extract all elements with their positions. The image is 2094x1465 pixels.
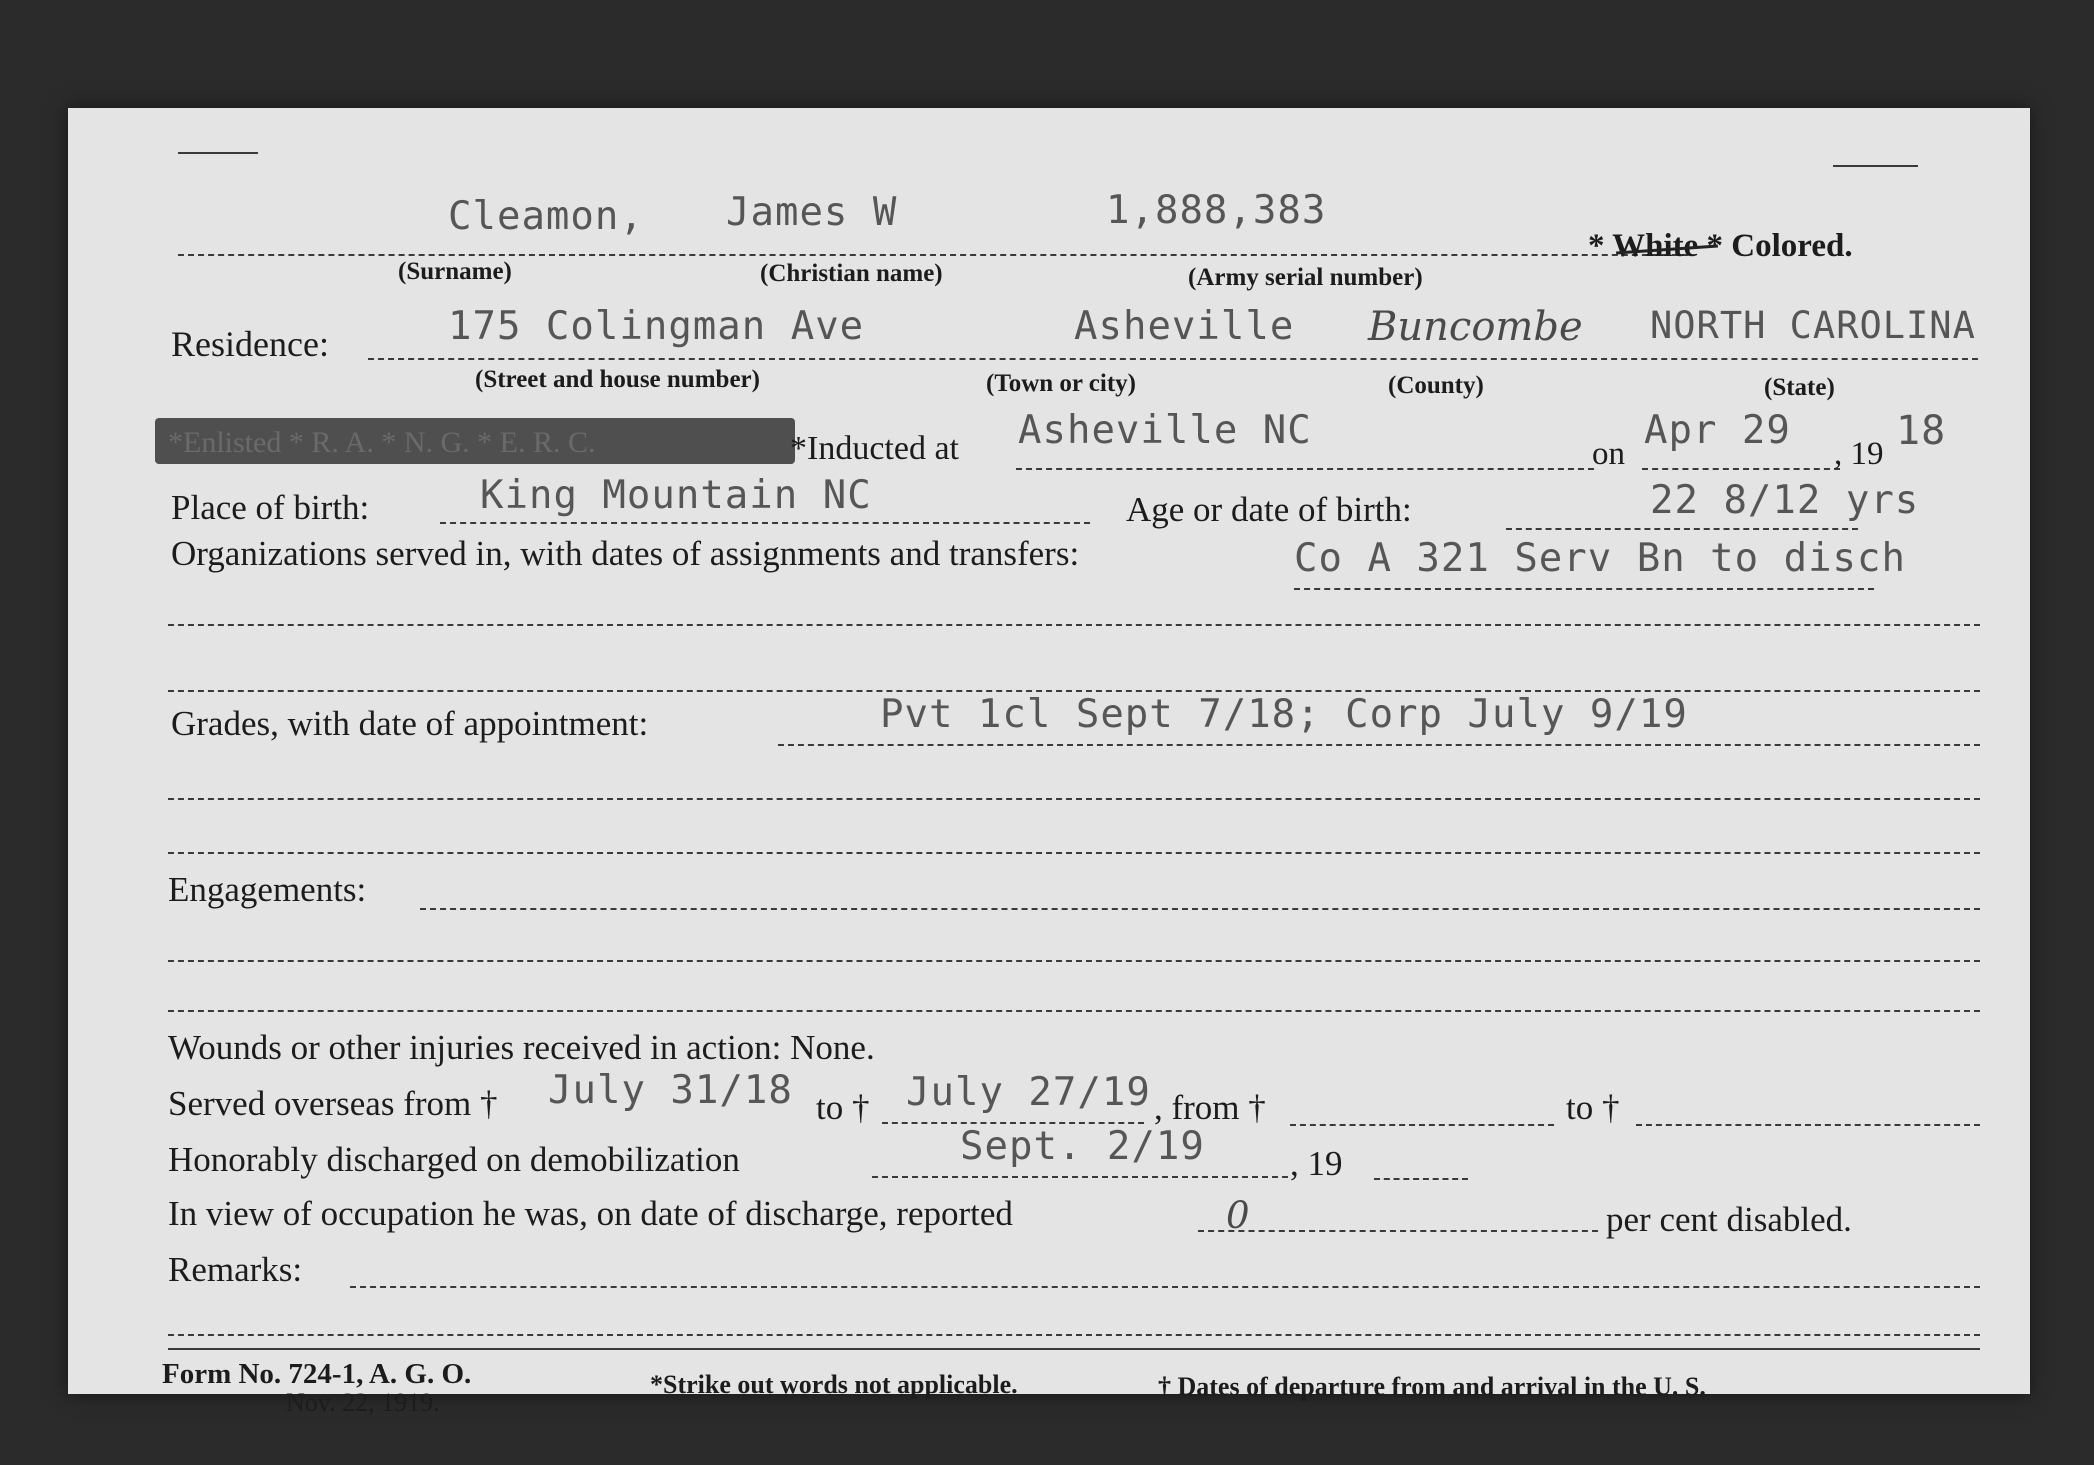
overseas-from-value: July 31/18	[548, 1068, 793, 1113]
top-left-rule	[178, 152, 258, 154]
place-of-birth-line	[440, 522, 1090, 524]
engagements-label: Engagements:	[168, 870, 367, 909]
grades-value: Pvt 1cl Sept 7/18; Corp July 9/19	[880, 692, 1688, 737]
discharge-date-value: Sept. 2/19	[960, 1124, 1205, 1169]
organizations-label: Organizations served in, with dates of assignments and transfers:	[171, 534, 1080, 573]
caption-town: (Town or city)	[986, 370, 1136, 397]
induction-date-value: Apr 29	[1644, 408, 1791, 453]
enlisted-options: *Enlisted * R. A. * N. G. * E. R. C.	[168, 426, 596, 459]
form-number: Form No. 724-1, A. G. O.	[162, 1358, 472, 1390]
grades-line-1	[778, 744, 1980, 746]
surname-value: Cleamon,	[448, 194, 644, 239]
residence-county-value: Buncombe	[1368, 304, 1583, 350]
disability-suffix: per cent disabled.	[1606, 1200, 1852, 1239]
age-label: Age or date of birth:	[1126, 490, 1412, 529]
engagements-line-2	[168, 960, 1980, 962]
residence-street-value: 175 Colingman Ave	[448, 304, 865, 349]
discharge-label: Honorably discharged on demobilization	[168, 1140, 740, 1179]
residence-town-value: Asheville	[1074, 304, 1295, 349]
disability-label: In view of occupation he was, on date of discharge, reported	[168, 1194, 1013, 1233]
overseas-to-value: July 27/19	[906, 1070, 1151, 1115]
place-of-birth-label: Place of birth:	[171, 488, 370, 527]
residence-label: Residence:	[171, 324, 329, 364]
age-line	[1506, 528, 1858, 530]
serial-number-value: 1,888,383	[1106, 188, 1327, 233]
overseas-from2-line	[1290, 1124, 1554, 1126]
overseas-to2-line	[1636, 1124, 1980, 1126]
service-record-card	[68, 108, 2030, 1417]
induction-date-line	[1642, 468, 1840, 470]
caption-serial-number: (Army serial number)	[1188, 264, 1423, 291]
wounds-label: Wounds or other injuries received in action: None.	[168, 1028, 875, 1067]
header-line	[178, 254, 1688, 256]
engagements-line-1	[420, 908, 1980, 910]
discharge-year-label: , 19	[1290, 1144, 1343, 1183]
residence-line	[368, 358, 1978, 360]
organizations-line-2	[168, 624, 1980, 626]
inducted-line	[1016, 468, 1594, 470]
on-label: on	[1592, 436, 1625, 472]
discharge-year-line	[1374, 1178, 1468, 1180]
disability-value: 0	[1226, 1194, 1250, 1237]
top-right-rule	[1833, 165, 1918, 167]
disability-line	[1198, 1230, 1598, 1232]
caption-state: (State)	[1764, 374, 1835, 401]
place-of-birth-value: King Mountain NC	[480, 473, 872, 518]
caption-county: (County)	[1388, 372, 1484, 399]
overseas-to-label: to †	[816, 1088, 870, 1127]
footnote-dates: † Dates of departure from and arrival in the U. S.	[1158, 1372, 1706, 1401]
remarks-label: Remarks:	[168, 1250, 303, 1289]
overseas-from-label: Served overseas from †	[168, 1084, 498, 1123]
engagements-line-3	[168, 1010, 1980, 1012]
race-options: * White * Colored.	[1588, 228, 1853, 264]
discharge-date-line	[872, 1176, 1288, 1178]
grades-line-2	[168, 798, 1980, 800]
remarks-line-1	[350, 1286, 1980, 1288]
overseas-to2-label: to †	[1566, 1088, 1620, 1127]
residence-state-value: NORTH CAROLINA	[1650, 304, 1976, 347]
caption-street: (Street and house number)	[475, 366, 760, 393]
age-value: 22 8/12 yrs	[1650, 478, 1920, 523]
caption-surname: (Surname)	[398, 258, 512, 285]
christian-name-value: James W	[726, 190, 898, 235]
caption-christian-name: (Christian name)	[760, 260, 943, 287]
footnote-strike-out: *Strike out words not applicable.	[650, 1370, 1018, 1399]
induction-year-value: 18	[1896, 408, 1947, 454]
overseas-from2-label: , from †	[1154, 1088, 1266, 1127]
grades-line-3	[168, 852, 1980, 854]
organizations-line-1	[1294, 588, 1874, 590]
induction-year-prefix: , 19	[1834, 436, 1884, 472]
remarks-line-2	[168, 1334, 1980, 1336]
grades-label: Grades, with date of appointment:	[171, 704, 649, 743]
inducted-place-value: Asheville NC	[1018, 408, 1312, 453]
form-date: Nov. 22, 1919.	[286, 1388, 440, 1417]
organizations-value: Co A 321 Serv Bn to disch	[1294, 536, 1906, 581]
inducted-label: *Inducted at	[790, 430, 959, 467]
footer-rule	[168, 1348, 1980, 1350]
